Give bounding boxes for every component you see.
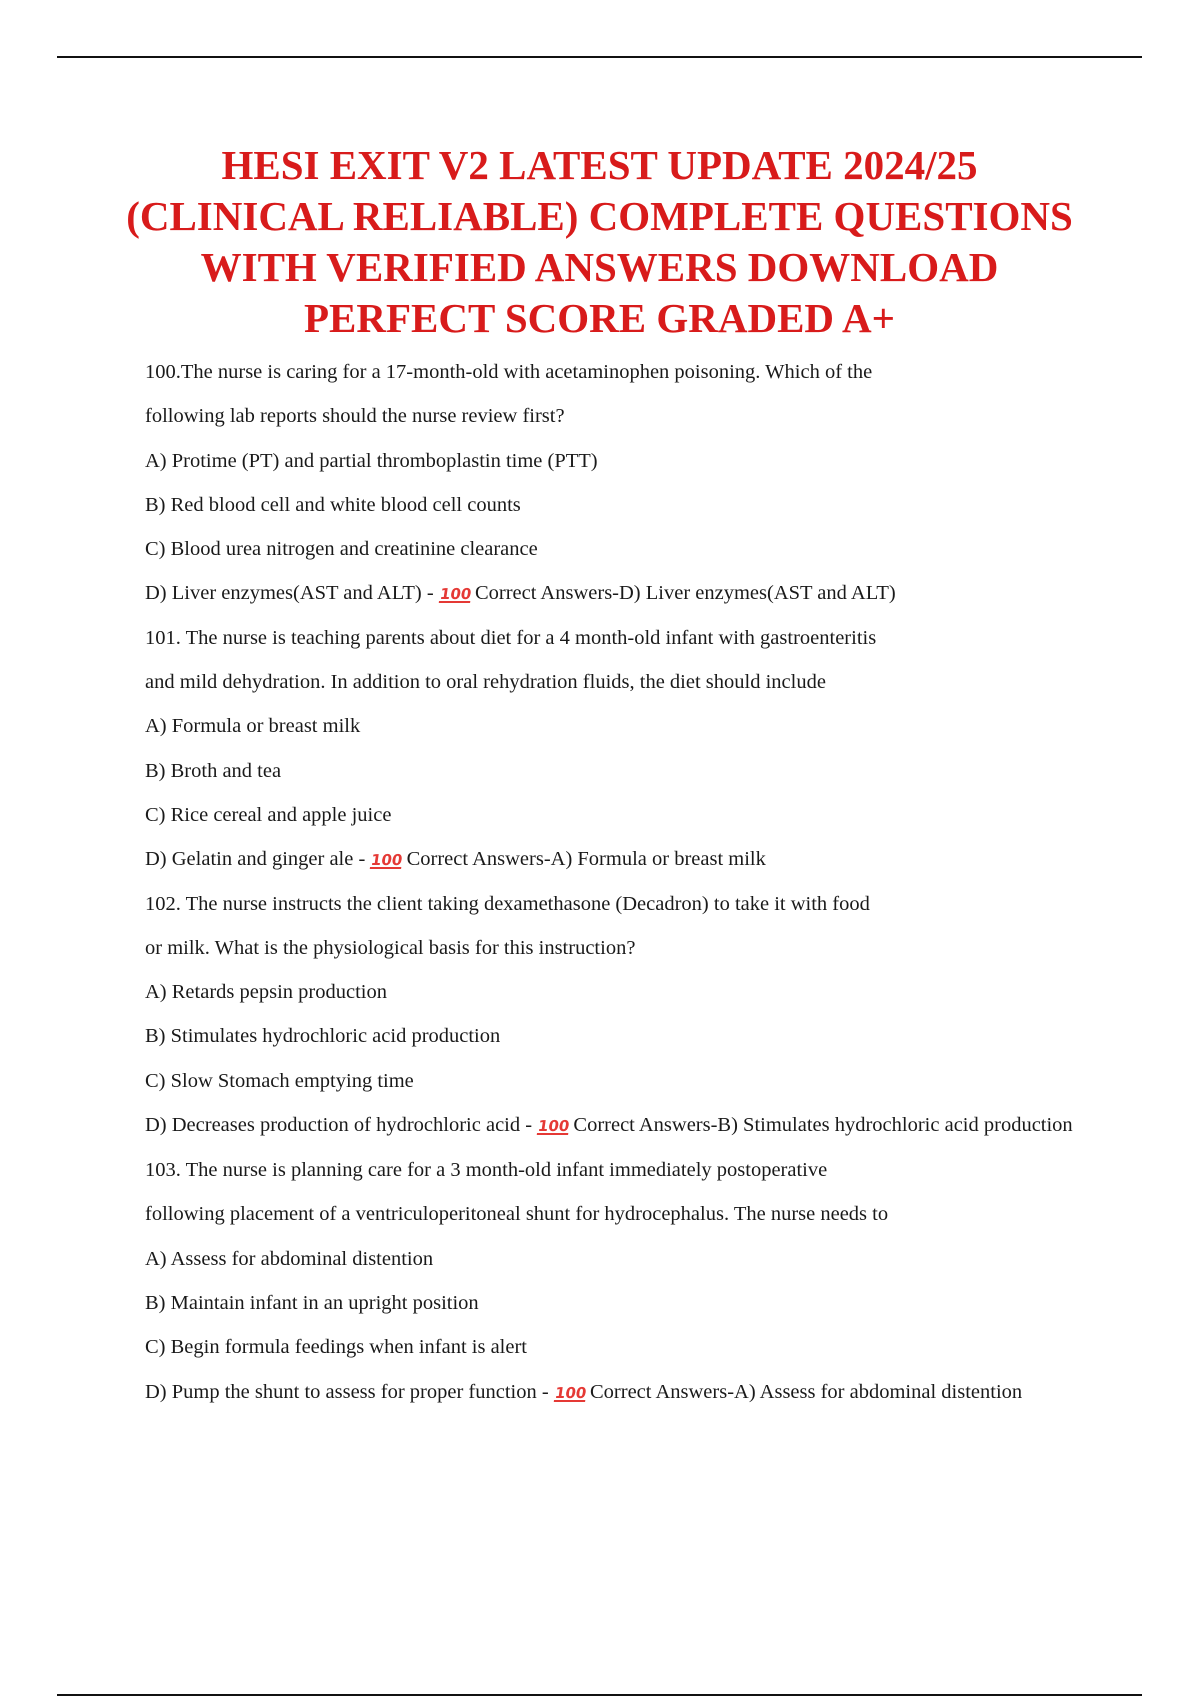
- question-stem: following placement of a ventriculoperitoneal shunt for hydrocephalus. The nurse needs to: [145, 1203, 889, 1226]
- answer-option: C) Blood urea nitrogen and creatinine clearance: [145, 538, 538, 561]
- question-block: [145, 1156, 1145, 1422]
- answer-option: B) Stimulates hydrochloric acid production: [145, 1025, 501, 1048]
- question-block: [145, 358, 1145, 624]
- question-block: [145, 890, 1145, 1140]
- answer-option: A) Retards pepsin production: [145, 981, 387, 1004]
- answer-option: D) Decreases production of hydrochloric acid -: [145, 1114, 533, 1137]
- question-stem: 103. The nurse is planning care for a 3 month-old infant immediately postoperative: [145, 1159, 828, 1182]
- question-stem: 100.The nurse is caring for a 17-month-old with acetaminophen poisoning. Which of the: [145, 361, 873, 383]
- answer-option: A) Assess for abdominal distention: [145, 1247, 434, 1270]
- title-line: PERFECT SCORE GRADED A+: [304, 295, 895, 341]
- title-line: WITH VERIFIED ANSWERS DOWNLOAD: [200, 244, 999, 290]
- answer-option: D) Liver enzymes(AST and ALT) -: [145, 582, 434, 605]
- correct-answer: Correct Answers-B) Stimulates hydrochloric acid production: [573, 1114, 1073, 1137]
- answer-option-with-key: [145, 845, 1145, 889]
- answer-option: D) Pump the shunt to assess for proper function -: [145, 1380, 549, 1403]
- question-stem: following lab reports should the nurse review first?: [145, 405, 565, 428]
- question-block: [145, 624, 1145, 890]
- title-line: HESI EXIT V2 LATEST UPDATE 2024/25: [221, 142, 978, 188]
- question-stem: or milk. What is the physiological basis for this instruction?: [145, 936, 636, 959]
- question-stem: 101. The nurse is teaching parents about diet for a 4 month-old infant with gastroenteritis: [145, 626, 877, 649]
- correct-answer: Correct Answers-A) Formula or breast milk: [406, 848, 766, 871]
- bottom-rule: [57, 1694, 1142, 1696]
- answer-option: D) Gelatin and ginger ale -: [145, 848, 366, 871]
- answer-option: A) Protime (PT) and partial thromboplastin time (PTT): [145, 449, 598, 472]
- hundred-points-icon: 100: [536, 1117, 571, 1136]
- question-stem: 102. The nurse instructs the client taking dexamethasone (Decadron) to take it with food: [145, 892, 870, 915]
- answer-option: C) Rice cereal and apple juice: [145, 803, 392, 826]
- answer-option: A) Formula or breast milk: [145, 715, 361, 738]
- question-stem: and mild dehydration. In addition to oral rehydration fluids, the diet should include: [145, 671, 826, 694]
- answer-option: B) Broth and tea: [145, 759, 282, 782]
- question-list: [145, 358, 1145, 1422]
- answer-option-with-key: [145, 1378, 1145, 1422]
- answer-option: B) Red blood cell and white blood cell counts: [145, 493, 521, 516]
- correct-answer: Correct Answers-D) Liver enzymes(AST and ALT): [474, 582, 896, 605]
- answer-option: C) Begin formula feedings when infant is alert: [145, 1336, 527, 1359]
- top-rule: [57, 56, 1142, 58]
- answer-option: C) Slow Stomach emptying time: [145, 1069, 414, 1092]
- answer-option: B) Maintain infant in an upright position: [145, 1291, 479, 1314]
- hundred-points-icon: 100: [553, 1383, 588, 1402]
- title-line: (CLINICAL RELIABLE) COMPLETE QUESTIONS: [126, 193, 1073, 239]
- correct-answer: Correct Answers-A) Assess for abdominal distention: [590, 1380, 1023, 1403]
- document-title: [57, 140, 1142, 344]
- answer-option-with-key: [145, 1111, 1105, 1140]
- hundred-points-icon: 100: [370, 851, 404, 870]
- hundred-points-icon: 100: [438, 585, 473, 604]
- answer-option-with-key: [145, 579, 1145, 623]
